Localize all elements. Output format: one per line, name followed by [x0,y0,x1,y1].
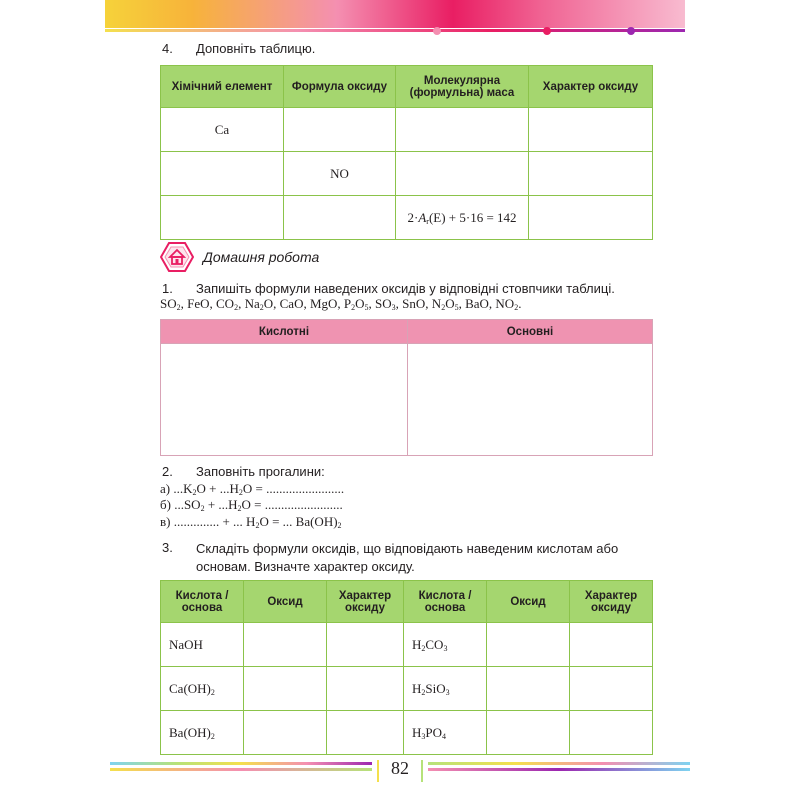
hw3-instruction: Складіть формули оксидів, що відповідають наведеним кислотам або основам. Визначте характер оксиду. [196,541,619,574]
column-header: Хімічний елемент [161,66,284,108]
table-cell [161,152,284,196]
table-cell [244,711,327,755]
column-header: Характер оксиду [327,581,404,623]
column-header: Характер оксиду [529,66,653,108]
footer-bar-left [110,768,372,771]
page-number: 82 [391,758,409,778]
hw3-number: 3. [162,540,173,555]
task4-table [160,65,653,240]
page-number-divider [421,760,423,782]
hw2-line-a: а) $...K_2O + ...H_2O$ = ........................ [160,481,345,497]
table-cell: $Ba(OH)_2$ [161,711,244,755]
hw1-table [160,319,653,456]
column-header: Оксид [244,581,327,623]
table-cell: $Ca(OH)_2$ [161,667,244,711]
column-header: Формула оксиду [284,66,396,108]
column-header: Кислота / основа [161,581,244,623]
footer-bar-left [110,762,372,765]
hw1-number: 1. [162,281,173,296]
hw1-oxide-list: $SO_2$, FeO, $CO_2$, $Na_2O$, CaO, MgO, $P_2O_5$, $SO_3$, SnO, $N_2O_5$, BaO, $NO_2$. [160,296,522,312]
table-cell [327,667,404,711]
table-cell: NaOH [161,623,244,667]
table-cell: Ca [161,108,284,152]
hw1-instruction: Запишіть формули наведених оксидів у відповідні стовпчики таблиці. [196,281,615,296]
table-cell [529,108,653,152]
table-cell [396,152,529,196]
column-header: Молекулярна (формульна) маса [396,66,529,108]
column-header: Кислотні [161,320,408,344]
table-cell [327,623,404,667]
hw2-line-b: б) $...SO_2 + ...H_2O$ = ........................ [160,497,343,513]
hw2-line-c: в) .............. + ... $H_2O$ = ... $Ba(OH)_2$ [160,514,342,530]
header-dot [543,27,551,35]
column-header: Характер оксиду [570,581,653,623]
table-cell [529,152,653,196]
table-cell [487,667,570,711]
table-cell [570,667,653,711]
table-cell [161,344,408,456]
table-cell [161,196,284,240]
table-cell: $H_2CO_3$ [404,623,487,667]
task4-number: 4. [162,41,173,56]
column-header: Основні [408,320,653,344]
footer-bar-right [428,762,690,765]
hw3-table [160,580,653,755]
table-cell: $2\cdot A_r(E) + 5\cdot 16 = 142$ [396,196,529,240]
hw2-instruction: Заповніть прогалини: [196,464,325,479]
table-cell: $H_2SiO_3$ [404,667,487,711]
table-cell [487,623,570,667]
homework-title: Домашня робота [203,249,320,265]
table-cell [408,344,653,456]
header-divider [105,29,685,32]
table-cell [487,711,570,755]
table-cell [244,667,327,711]
table-cell [284,108,396,152]
table-cell [570,623,653,667]
table-cell [570,711,653,755]
hw2-number: 2. [162,464,173,479]
header-dot [433,27,441,35]
header-dot [627,27,635,35]
table-cell: NO [284,152,396,196]
table-cell [327,711,404,755]
table-cell [244,623,327,667]
task4-instruction: Доповніть таблицю. [196,41,316,56]
house-icon [160,242,194,272]
column-header: Оксид [487,581,570,623]
page-number-divider [377,760,379,782]
table-cell [396,108,529,152]
decorative-header-band [105,0,685,28]
table-cell [284,196,396,240]
column-header: Кислота / основа [404,581,487,623]
footer-bar-right [428,768,690,771]
table-cell [529,196,653,240]
table-cell: $H_3PO_4$ [404,711,487,755]
